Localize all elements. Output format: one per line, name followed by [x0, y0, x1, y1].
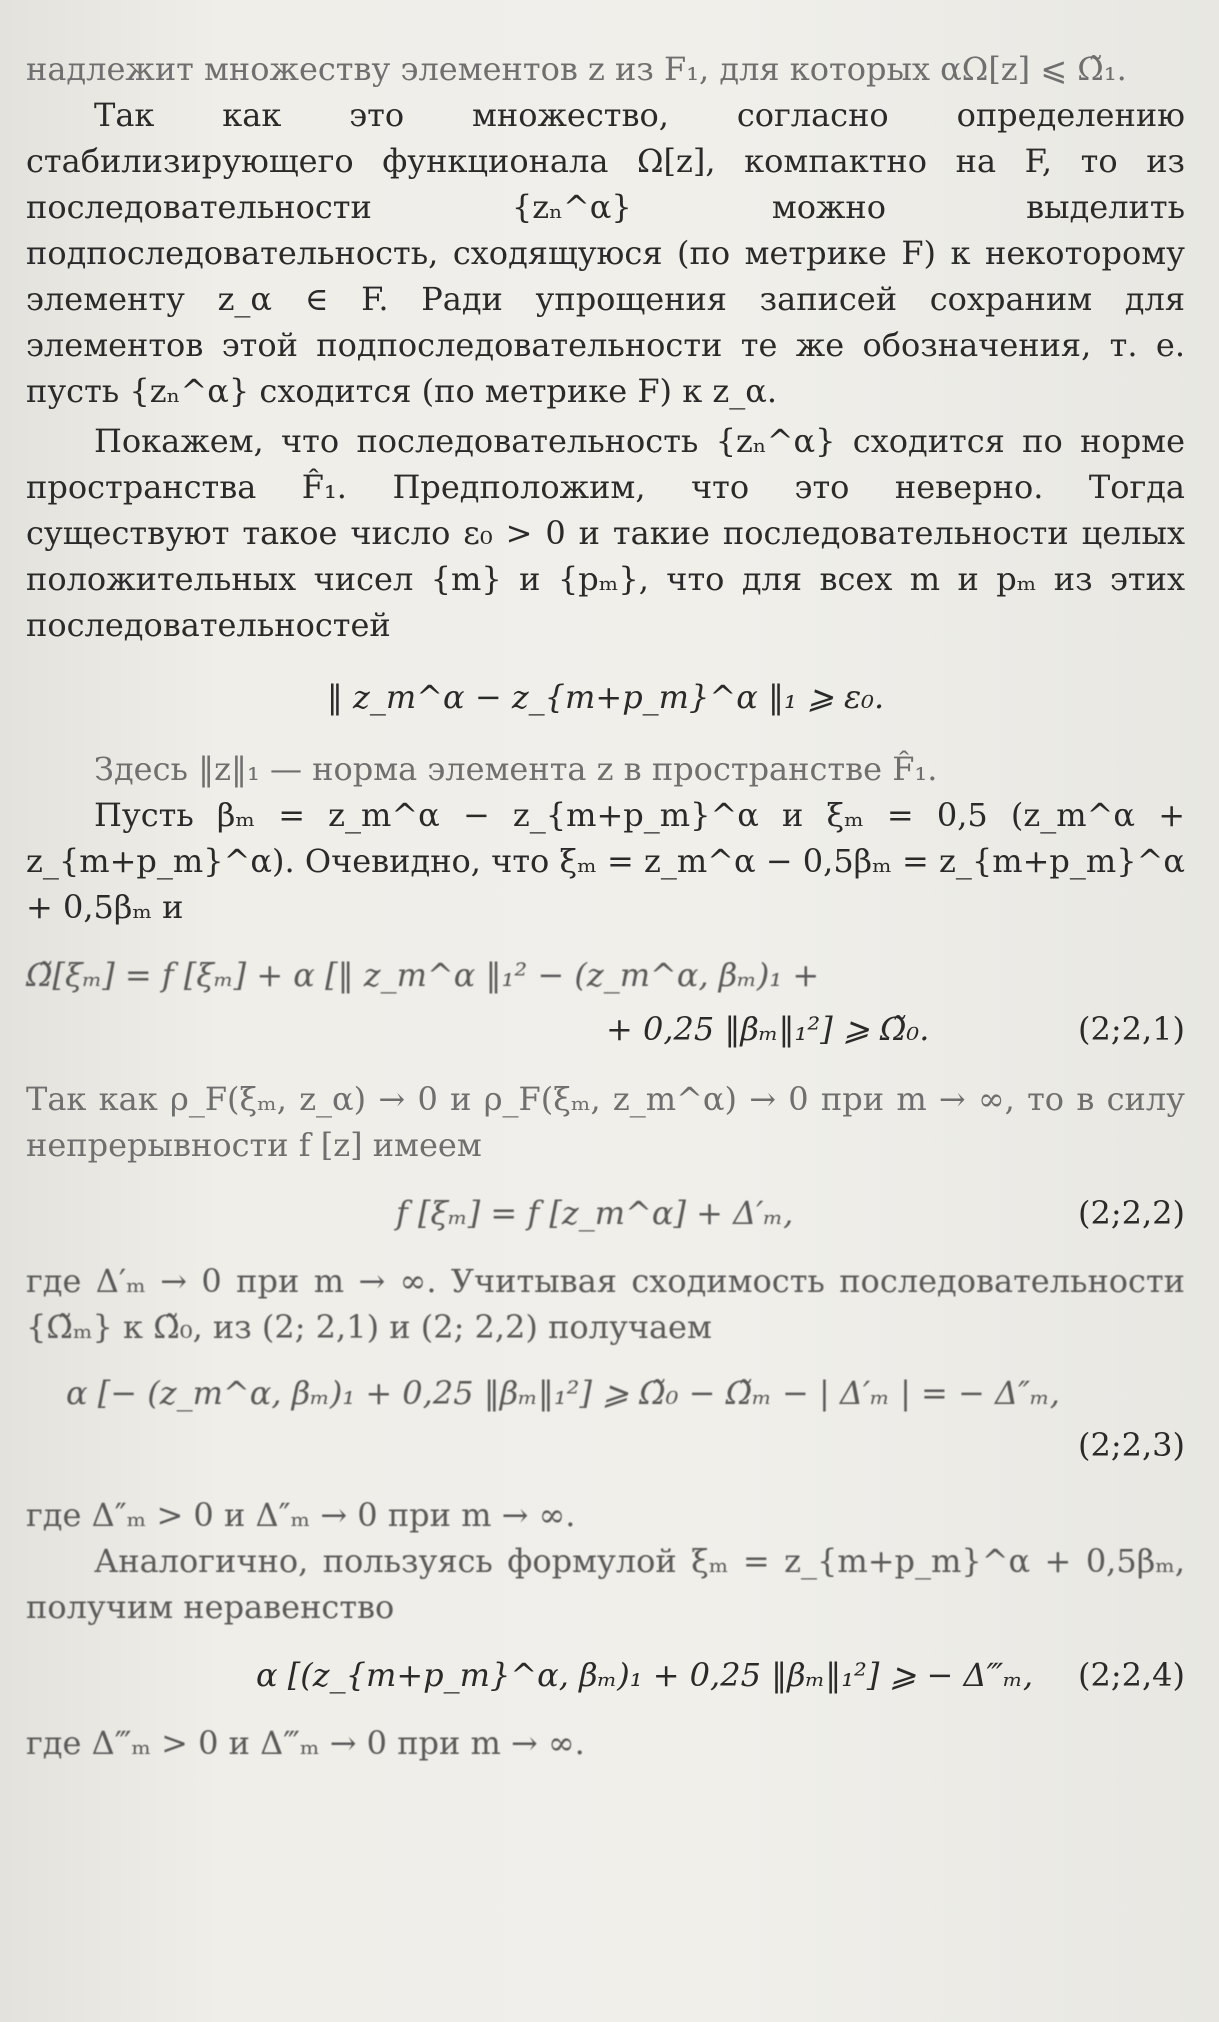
paragraph-9: Аналогично, пользуясь формулой ξₘ = z_{m+p_m}^α + 0,5βₘ, получим неравенство: [26, 1542, 1185, 1626]
paragraph-3: Покажем, что последовательность {zₙ^α} сходится по норме пространства F̂₁. Предположим, что это неверно. Тогда существуют такое число ε₀ > 0 и такие последовательности целых положительных чисел {m} и {pₘ}, что для всех m и pₘ из этих последовательностей: [26, 422, 1185, 644]
equation-number-2-2-1: (2;2,1): [1078, 1010, 1185, 1048]
paragraph-2: Так как это множество, согласно определению стабилизирующего функционала Ω[z], компактно на F, то из последовательности {zₙ^α} можно выделить подпоследовательность, сходящуюся (по метрике F) к некоторому элементу z_α ∈ F. Ради упрощения записей сохраним для элементов этой подпоследовательности те же обозначения, т. е. пусть {zₙ^α} сходится (по метрике F) к z_α.: [26, 96, 1185, 410]
equation-1: ‖ z_m^α − z_{m+p_m}^α ‖₁ ⩾ ε₀.: [326, 678, 885, 716]
paragraph-10: где Δ‴ₘ > 0 и Δ‴ₘ → 0 при m → ∞.: [26, 1724, 585, 1762]
equation-2a: Ω̃[ξₘ] = f [ξₘ] + α [‖ z_m^α ‖₁² − (z_m^α, βₘ)₁ +: [26, 956, 820, 994]
paragraph-7: где Δ′ₘ → 0 при m → ∞. Учитывая сходимость последовательности {Ω̃ₘ} к Ω̃₀, из (2; 2,1) и (2; 2,2) получаем: [26, 1262, 1185, 1346]
equation-3-body: f [ξₘ] = f [z_m^α] + Δ′ₘ,: [396, 1194, 794, 1232]
equation-2-line-a: [26, 952, 1185, 998]
paragraph-4: Здесь ‖z‖₁ — норма элемента z в пространстве F̂₁.: [94, 750, 938, 788]
equation-number-2-2-2: (2;2,2): [1078, 1194, 1185, 1232]
equation-4: [26, 1370, 1185, 1416]
equation-number-2-2-4: (2;2,4): [1078, 1656, 1185, 1694]
equation-number-2-2-3: (2;2,3): [1078, 1426, 1185, 1464]
paragraph-1: надлежит множеству элементов z из F₁, для которых αΩ[z] ⩽ Ω̃₁.: [26, 50, 1127, 88]
equation-4-number-line: [26, 1422, 1185, 1468]
equation-5: [26, 1652, 1185, 1698]
equation-5-body: α [(z_{m+p_m}^α, βₘ)₁ + 0,25 ‖βₘ‖₁²] ⩾ − Δ‴ₘ,: [256, 1656, 1034, 1694]
equation-norm-bound: [26, 674, 1185, 720]
paragraph-5: Пусть βₘ = z_m^α − z_{m+p_m}^α и ξₘ = 0,5 (z_m^α + z_{m+p_m}^α). Очевидно, что ξₘ = z_m^α − 0,5βₘ = z_{m+p_m}^α + 0,5βₘ и: [26, 796, 1185, 926]
equation-2b: + 0,25 ‖βₘ‖₁²] ⩾ Ω̃₀.: [606, 1010, 930, 1048]
equation-4-body: α [− (z_m^α, βₘ)₁ + 0,25 ‖βₘ‖₁²] ⩾ Ω̃₀ − Ω̃ₘ − | Δ′ₘ | = − Δ″ₘ,: [66, 1374, 1060, 1412]
equation-2-line-b: [26, 1006, 1185, 1052]
paragraph-6: Так как ρ_F(ξₘ, z_α) → 0 и ρ_F(ξₘ, z_m^α) → 0 при m → ∞, то в силу непрерывности f [z] имеем: [26, 1080, 1185, 1164]
equation-3: [26, 1190, 1185, 1236]
paragraph-8: где Δ″ₘ > 0 и Δ″ₘ → 0 при m → ∞.: [26, 1496, 576, 1534]
